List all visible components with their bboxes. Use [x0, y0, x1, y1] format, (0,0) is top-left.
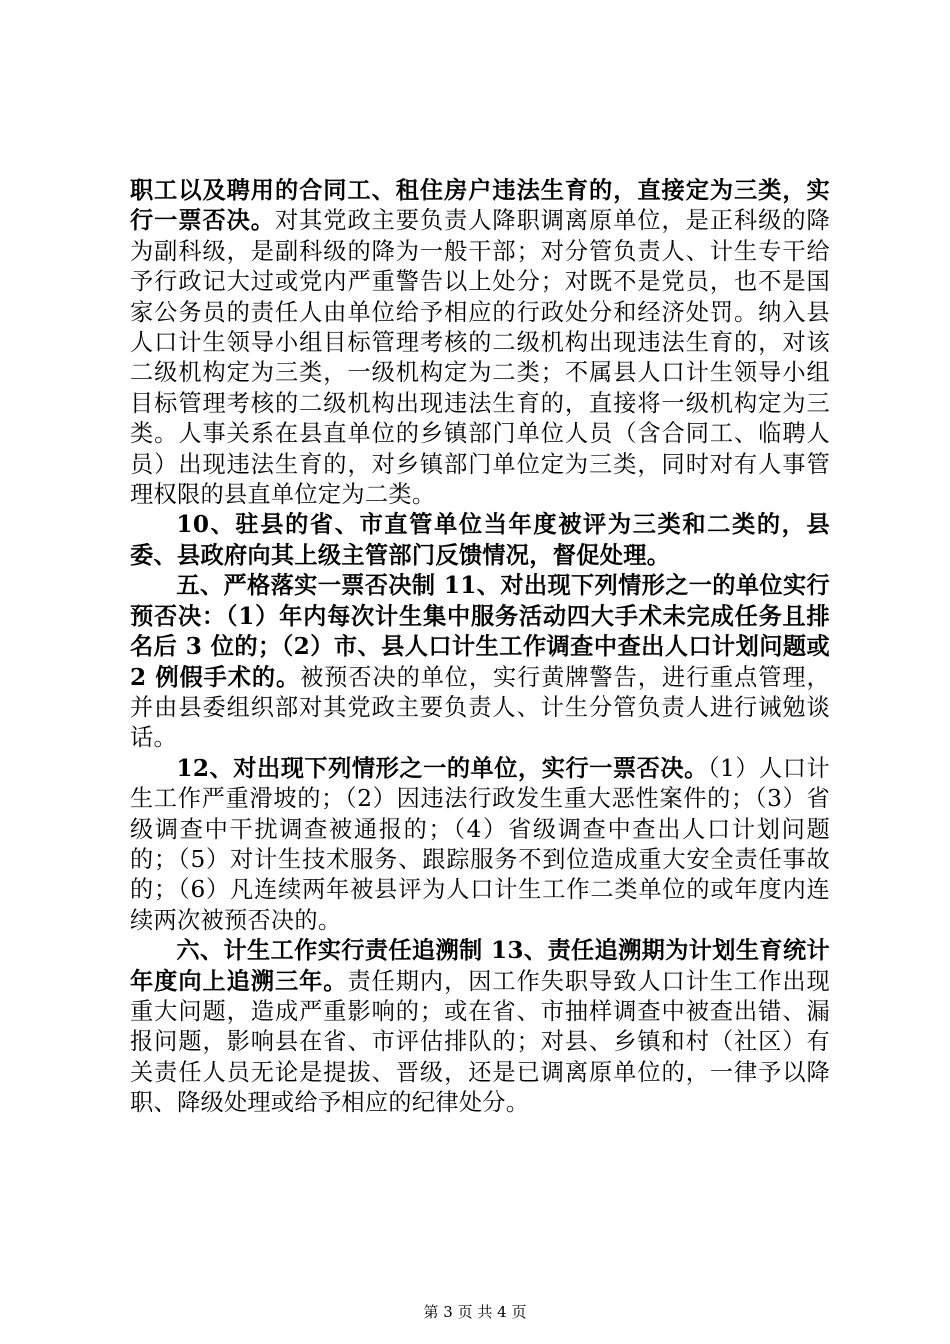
paragraph-4-text: （1）人口计生工作严重滑坡的；（2）因违法行政发生重大恶性案件的；（3）省级调查中干扰调查被通报的；（4）省级调查中查出人口计划问题的；（5）对计生技术服务、跟踪服务不到位造成重大安全责任事故的；（6）凡连续两年被县评为人口计生工作二类单位的或年度内连续两次被预否决的。: [130, 754, 831, 934]
paragraph-5-bold: 六、计生工作实行责任追溯制 13、责任追溯期为计划生育统计年度向上追溯三年。: [130, 937, 830, 995]
paragraph-5-text: 责任期内，因工作失职导致人口计生工作出现重大问题，造成严重影响的；或在省、市抽样调查中被查出错、漏报问题，影响县在省、市评估排队的；对县、乡镇和村（社区）有关责任人员无论是提拔、晋级，还是已调离原单位的，一律予以降职、降级处理或给予相应的纪律处分。: [130, 967, 830, 1117]
paragraph-2: [130, 510, 830, 571]
paragraph-1-bold: 职工以及聘用的合同工、租住房户违法生育的，直接定为三类，实行一票否决。: [130, 177, 830, 235]
paragraph-3-text: 被预否决的单位，实行黄牌警告，进行重点管理，并由县委组织部对其党政主要负责人、计生分管负责人进行诫勉谈话。: [130, 663, 830, 752]
paragraph-1: [130, 176, 830, 510]
paragraph-1-text: 对其党政主要负责人降职调离原单位，是正科级的降为副科级，是副科级的降为一般干部；对分管负责人、计生专干给予行政记大过或党内严重警告以上处分；对既不是党员，也不是国家公务员的责任人由单位给予相应的行政处分和经济处罚。纳入县人口计生领导小组目标管理考核的二级机构出现违法生育的，对该二级机构定为三类，一级机构定为二类；不属县人口计生领导小组目标管理考核的二级机构出现违法生育的，直接将一级机构定为三类。人事关系在县直单位的乡镇部门单位人员（含合同工、临聘人员）出现违法生育的，对乡镇部门单位定为三类，同时对有人事管理权限的县直单位定为二类。: [130, 207, 830, 509]
paragraph-4-bold: 12、对出现下列情形之一的单位，实行一票否决。: [176, 754, 708, 782]
page-footer: 第 3 页 共 4 页: [423, 1303, 527, 1321]
paragraph-5: [130, 936, 830, 1118]
paragraph-3-bold: 五、严格落实一票否决制 11、对出现下列情形之一的单位实行预否决：（1）年内每次计生集中服务活动四大手术未完成任务且排名后 3 位的；（2）市、县人口计生工作调查中查出人口计划问题或 2 例假手术的。: [130, 572, 830, 691]
paragraph-4: [130, 754, 830, 936]
paragraph-2-bold: 10、驻县的省、市直管单位当年度被评为三类和二类的，县委、县政府向其上级主管部门反馈情况，督促处理。: [130, 511, 830, 569]
paragraph-3: [130, 571, 830, 753]
document-body: [130, 176, 830, 1119]
